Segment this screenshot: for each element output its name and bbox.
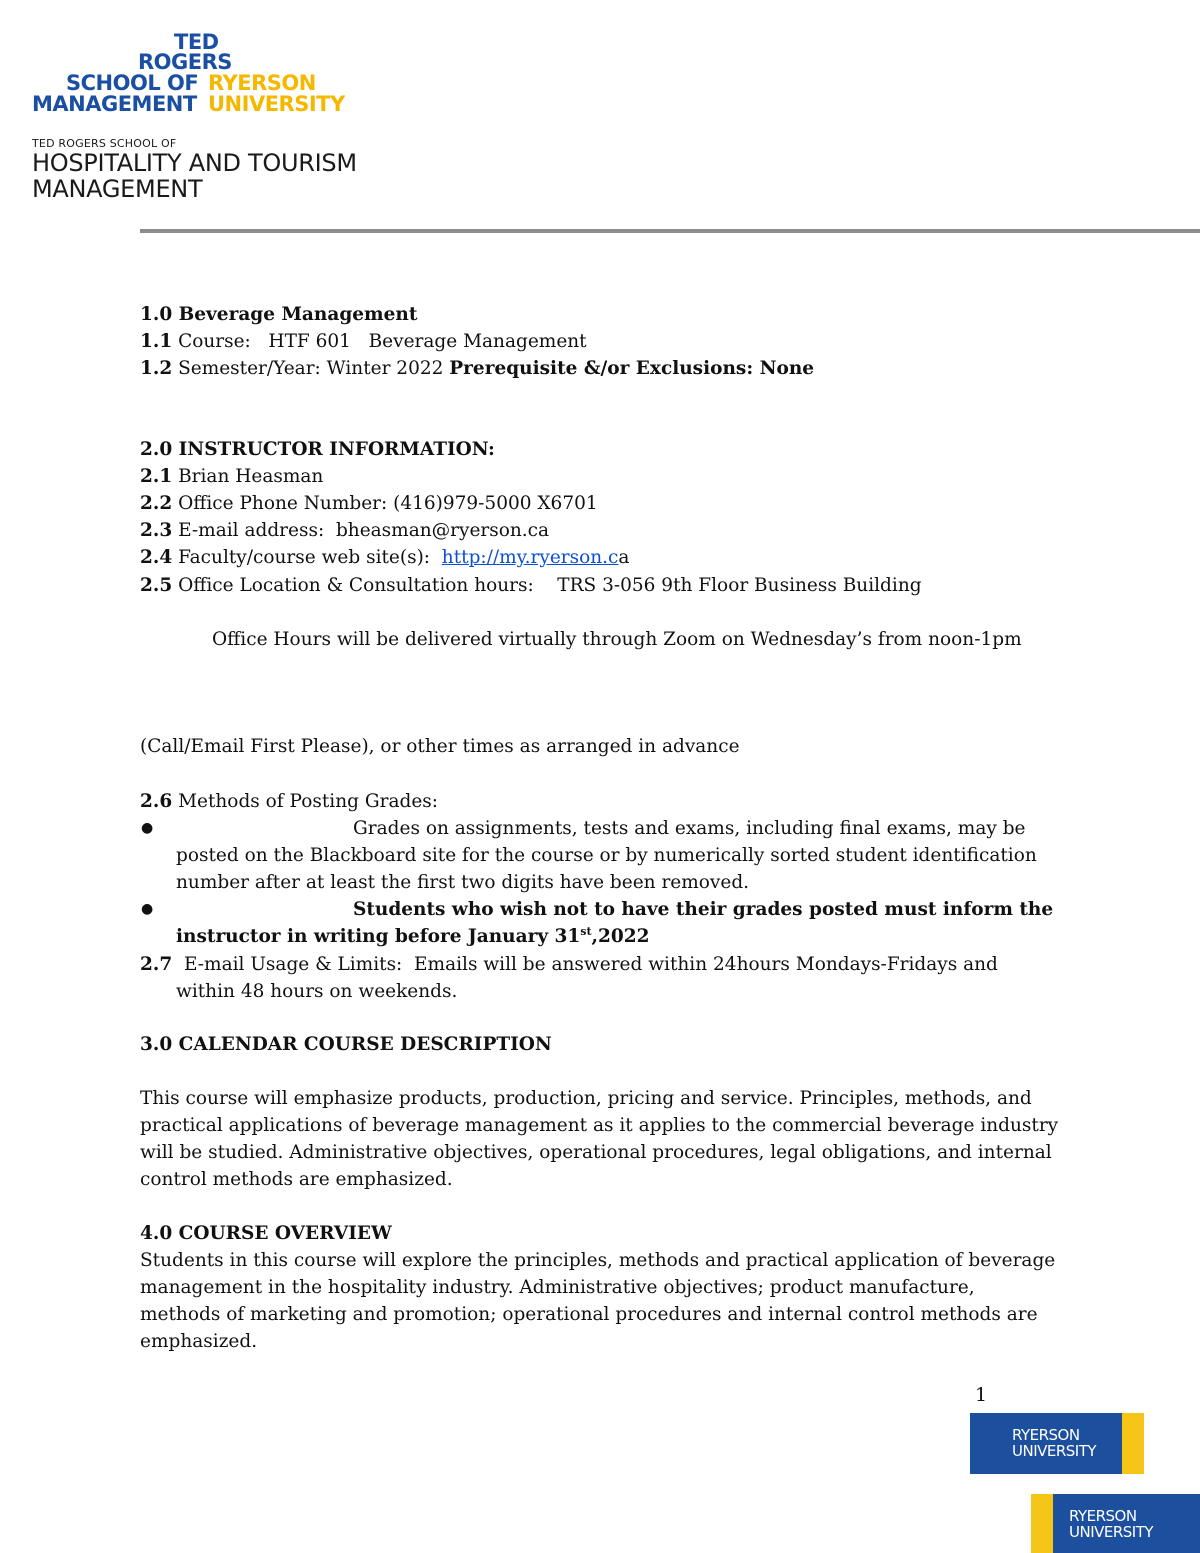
ryerson-university-logo <box>970 1413 1144 1474</box>
item-text: Office Phone Number: (416)979-5000 X6701 <box>172 493 598 514</box>
logo2-small-text: TED ROGERS SCHOOL OF <box>32 137 177 150</box>
section-1-heading <box>140 302 417 328</box>
email-usage-line <box>140 952 998 978</box>
email-line <box>140 518 549 544</box>
bullet2-text: instructor in writing before January 31 <box>176 926 581 947</box>
overview-line3: methods of marketing and promotion; operational procedures and internal control methods are <box>140 1304 1038 1325</box>
item-text: Faculty/course web site(s): <box>172 547 442 568</box>
item-text: Office Location & Consultation hours: TRS 3-056 9th Floor Business Building <box>172 575 922 596</box>
logo-line1: RYERSON <box>1012 1426 1080 1444</box>
office-phone-line <box>140 491 598 517</box>
logo-text-ryerson: RYERSON <box>208 71 316 95</box>
logo-line2: UNIVERSITY <box>1012 1442 1097 1460</box>
logo-text-university: UNIVERSITY <box>208 92 345 116</box>
bullet-icon: ● <box>141 901 154 917</box>
item-number: 2.3 <box>140 520 173 541</box>
instructor-name-line <box>140 464 323 490</box>
ordinal-suffix: st <box>580 924 592 938</box>
hospitality-school-logo <box>32 138 357 202</box>
item-text: E-mail Usage & Limits: Emails will be answered within 24hours Mondays-Fridays and <box>172 954 998 975</box>
overview-line1: Students in this course will explore the principles, methods and practical application of beverage <box>140 1250 1056 1271</box>
item-text: Course: HTF 601 Beverage Management <box>172 331 587 352</box>
description-line4: control methods are emphasized. <box>140 1169 453 1190</box>
section-3-heading: 3.0 CALENDAR COURSE DESCRIPTION <box>140 1034 552 1055</box>
item-text: Methods of Posting Grades: <box>172 791 439 812</box>
email-usage-line2: within 48 hours on weekends. <box>176 981 458 1002</box>
ryerson-university-logo-2 <box>1031 1494 1200 1553</box>
item-number: 2.2 <box>140 493 173 514</box>
item-text: Semester/Year: Winter 2022 <box>172 358 450 379</box>
item-number: 2.7 <box>140 954 173 975</box>
section-number: 1.0 <box>140 304 173 325</box>
bullet2-line1: Students who wish not to have their grades posted must inform the <box>353 899 1054 920</box>
logo-gold-bar <box>1122 1413 1144 1474</box>
website-line <box>140 545 629 571</box>
bullet1-line1: Grades on assignments, tests and exams, including final exams, may be <box>353 818 1026 839</box>
item-number: 2.1 <box>140 466 173 487</box>
overview-line4: emphasized. <box>140 1331 258 1352</box>
logo-gold-bar <box>1031 1494 1053 1553</box>
section-title: Beverage Management <box>178 304 418 325</box>
website-link[interactable]: http://my.ryerson.c <box>441 547 619 568</box>
logo-text-ted: TED <box>174 30 219 54</box>
item-number: 2.4 <box>140 547 173 568</box>
section-4-heading: 4.0 COURSE OVERVIEW <box>140 1223 392 1244</box>
bullet2-line2 <box>176 924 649 950</box>
description-line1: This course will emphasize products, production, pricing and service. Principles, methods, and <box>140 1088 1032 1109</box>
logo-line1: RYERSON <box>1069 1507 1137 1525</box>
logo-text-rogers: ROGERS <box>138 50 232 74</box>
bullet1-line3: number after at least the first two digits have been removed. <box>176 872 750 893</box>
logo2-line1: HOSPITALITY AND TOURISM <box>32 149 357 177</box>
page-number: 1 <box>975 1384 988 1406</box>
logo-line2: UNIVERSITY <box>1069 1523 1154 1541</box>
header-divider <box>140 229 1200 233</box>
ted-rogers-ryerson-logo <box>32 32 372 116</box>
office-location-line <box>140 573 922 599</box>
call-email-note: (Call/Email First Please), or other times as arranged in advance <box>140 736 740 757</box>
logo-text-management: MANAGEMENT <box>32 92 197 116</box>
description-line2: practical applications of beverage management as it applies to the commercial beverage industry <box>140 1115 1059 1136</box>
bullet1-line2: posted on the Blackboard site for the course or by numerically sorted student identification <box>176 845 1037 866</box>
item-number: 1.1 <box>140 331 173 352</box>
office-hours-note: Office Hours will be delivered virtually through Zoom on Wednesday’s from noon-1pm <box>212 629 1022 650</box>
prerequisite-text: Prerequisite &/or Exclusions: None <box>449 358 815 379</box>
semester-line <box>140 356 814 382</box>
description-line3: will be studied. Administrative objectives, operational procedures, legal obligations, and internal <box>140 1142 1052 1163</box>
logo-text-school-of: SCHOOL OF <box>66 71 199 95</box>
item-number: 2.5 <box>140 575 173 596</box>
item-number: 1.2 <box>140 358 173 379</box>
logo2-line2: MANAGEMENT <box>32 175 203 203</box>
item-text: E-mail address: bheasman@ryerson.ca <box>172 520 550 541</box>
link-tail: a <box>618 547 630 568</box>
posting-grades-line <box>140 789 438 815</box>
bullet-icon: ● <box>141 820 154 836</box>
bullet2-year: ,2022 <box>591 926 650 947</box>
item-text: Brian Heasman <box>172 466 324 487</box>
course-line <box>140 329 587 355</box>
section-2-heading: 2.0 INSTRUCTOR INFORMATION: <box>140 439 495 460</box>
item-number: 2.6 <box>140 791 173 812</box>
overview-line2: management in the hospitality industry. Administrative objectives; product manufacture, <box>140 1277 975 1298</box>
